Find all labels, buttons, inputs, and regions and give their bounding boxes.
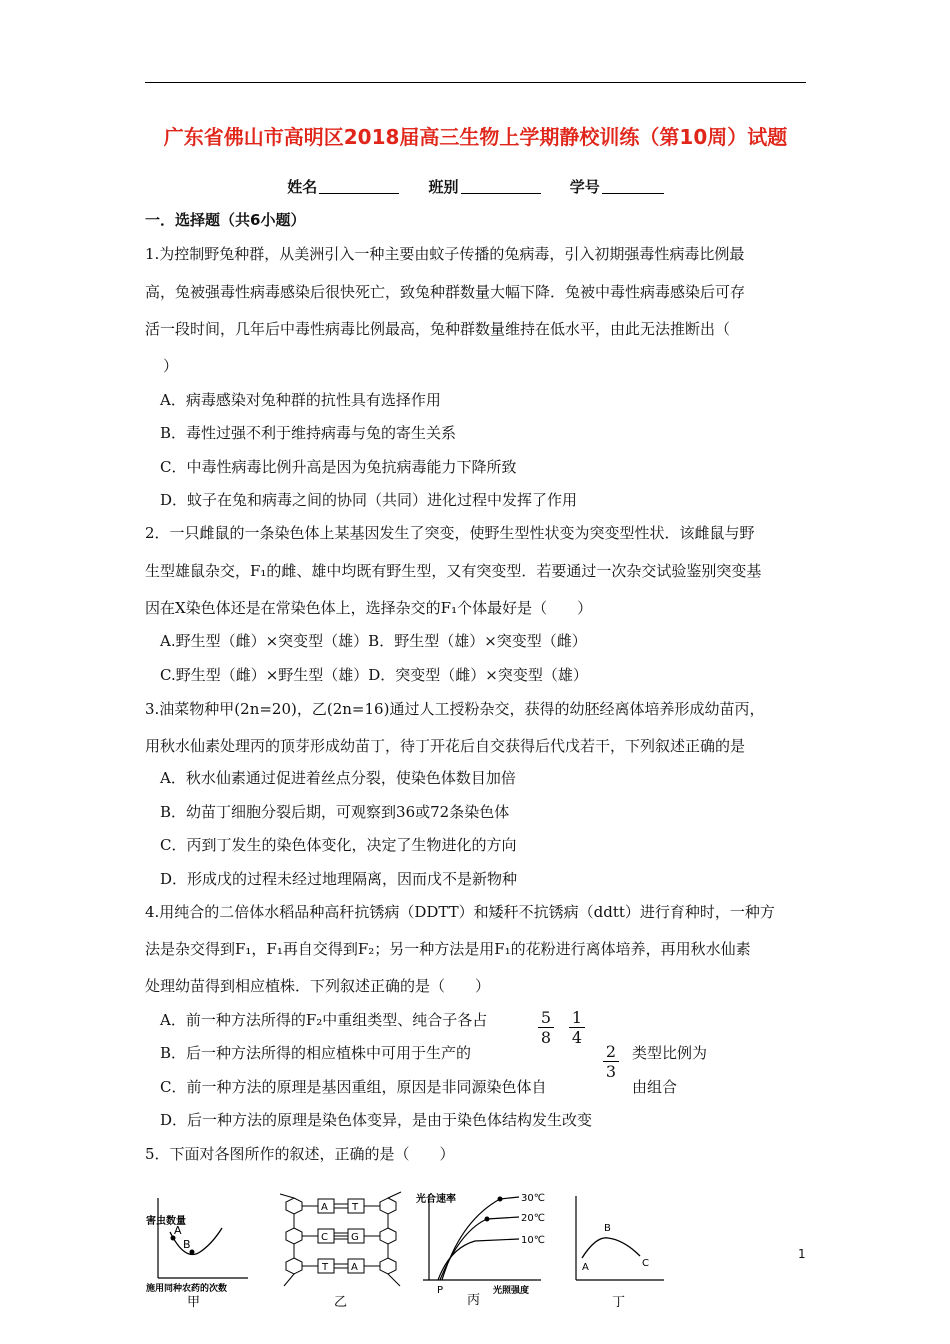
yi-base: A: [351, 1262, 358, 1273]
class-field[interactable]: [428, 176, 540, 197]
header-rule: [145, 82, 806, 83]
jia-label-b: B: [183, 1238, 191, 1251]
yi-base: A: [321, 1202, 328, 1213]
q2-option-ab[interactable]: A.野生型（雌）×突变型（雄）B．野生型（雄）×突变型（雌）: [160, 632, 587, 650]
q4-stem-line: 处理幼苗得到相应植株．下列叙述正确的是（ ）: [145, 977, 491, 995]
figure-bing: [415, 1186, 560, 1306]
q4-stem-line: 4.用纯合的二倍体水稻品种高秆抗锈病（DDTT）和矮秆不抗锈病（ddtt）进行育种时，一种方: [145, 903, 775, 921]
figure-yi: [276, 1190, 411, 1310]
class-label: 班别: [428, 178, 459, 196]
yi-caption: 乙: [334, 1295, 348, 1310]
q4-option-c[interactable]: C．前一种方法的原理是基因重组，原因是非同源染色体自: [160, 1078, 547, 1096]
ding-label-c: C: [642, 1258, 649, 1269]
name-blank[interactable]: [319, 193, 399, 194]
q2-option-cd[interactable]: C.野生型（雌）×野生型（雄）D．突变型（雌）×突变型（雄）: [160, 666, 588, 684]
id-label: 学号: [569, 178, 600, 196]
id-blank[interactable]: [602, 193, 664, 194]
ding-curve: [582, 1238, 640, 1258]
bing-series-label: 20℃: [521, 1213, 545, 1224]
fraction-denominator: 8: [540, 1028, 552, 1047]
fraction-numerator: 1: [569, 1008, 585, 1028]
q1-stem-line: 1.为控制野兔种群，从美洲引入一种主要由蚊子传播的兔病毒，引入初期强毒性病毒比例最: [145, 245, 745, 263]
q1-stem-line: 活一段时间，几年后中毒性病毒比例最高，兔种群数量维持在低水平，由此无法推断出（: [145, 320, 731, 338]
jia-caption: 甲: [187, 1295, 201, 1310]
q4-option-b[interactable]: B．后一种方法所得的相应植株中可用于生产的: [160, 1044, 472, 1062]
page-title: 广东省佛山市高明区2018届高三生物上学期静校训练（第10周）试题: [163, 125, 788, 149]
bing-point: [485, 1217, 490, 1222]
bing-origin-label: P: [437, 1285, 444, 1296]
fraction-1-4: [569, 1008, 585, 1047]
name-field[interactable]: [287, 176, 399, 197]
q1-option-a[interactable]: A．病毒感染对兔种群的抗性具有选择作用: [160, 391, 441, 409]
ding-caption: 丁: [612, 1295, 626, 1310]
yi-base: G: [351, 1232, 359, 1243]
q3-option-c[interactable]: C．丙到丁发生的染色体变化，决定了生物进化的方向: [160, 836, 517, 854]
bing-series-label: 10℃: [521, 1235, 545, 1246]
q3-stem-line: 用秋水仙素处理丙的顶芽形成幼苗丁，待丁开花后自交获得后代戊若干，下列叙述正确的是: [145, 737, 746, 755]
jia-ylabel: 害虫数量: [146, 1216, 186, 1227]
q1-option-c[interactable]: C．中毒性病毒比例升高是因为兔抗病毒能力下降所致: [160, 458, 517, 476]
q1-stem-line: ）: [163, 357, 179, 375]
fraction-numerator: 2: [603, 1042, 619, 1062]
q2-stem-line: 因在X染色体还是在常染色体上，选择杂交的F₁个体最好是（ ）: [145, 599, 593, 617]
bing-xlabel: 光照强度: [493, 1286, 530, 1296]
fraction-denominator: 4: [571, 1028, 583, 1047]
bing-point: [498, 1197, 503, 1202]
section-heading: 一．选择题（共6小题）: [145, 211, 306, 229]
q5-stem: 5．下面对各图所作的叙述，正确的是（ ）: [145, 1145, 455, 1163]
q1-option-b[interactable]: B．毒性过强不利于维持病毒与兔的寄生关系: [160, 424, 457, 442]
q3-stem-line: 3.油菜物种甲(2n=20)，乙(2n=16)通过人工授粉杂交，获得的幼胚经离体培养形成幼苗丙，: [145, 700, 765, 718]
fraction-numerator: 5: [538, 1008, 554, 1028]
fraction-denominator: 3: [605, 1062, 617, 1081]
q2-stem-line: 生型雄鼠杂交，F₁的雌、雄中均既有野生型，又有突变型．若要通过一次杂交试验鉴别突变基: [145, 562, 762, 580]
q1-stem-line: 高，兔被强毒性病毒感染后很快死亡，致兔种群数量大幅下降．兔被中毒性病毒感染后可存: [145, 283, 746, 301]
yi-base: T: [322, 1262, 329, 1273]
ding-label-a: A: [582, 1262, 589, 1273]
yi-base: C: [321, 1232, 328, 1243]
q4-option-a[interactable]: A．前一种方法所得的F₂中重组类型、纯合子各占: [160, 1011, 488, 1029]
page-number: 1: [798, 1247, 806, 1261]
q2-stem-line: 2．一只雌鼠的一条染色体上某基因发生了突变，使野生型性状变为突变型性状．该雌鼠与野: [145, 524, 755, 542]
name-label: 姓名: [287, 178, 318, 196]
q3-option-b[interactable]: B．幼苗丁细胞分裂后期，可观察到36或72条染色体: [160, 803, 510, 821]
q3-option-d[interactable]: D．形成戊的过程未经过地理隔离，因而戊不是新物种: [160, 870, 518, 888]
ding-label-b: B: [604, 1223, 611, 1234]
q4-option-c-tail: 由组合: [632, 1078, 678, 1096]
bing-ylabel: 光合速率: [416, 1194, 456, 1205]
yi-base: T: [352, 1202, 359, 1213]
student-info-row: [145, 176, 806, 197]
id-field[interactable]: [570, 176, 664, 197]
q4-option-b-tail: 类型比例为: [632, 1044, 708, 1062]
q4-option-d[interactable]: D．后一种方法的原理是染色体变异，是由于染色体结构发生改变: [160, 1111, 593, 1129]
fraction-5-8: [538, 1008, 554, 1047]
bing-curve-30: [442, 1197, 519, 1280]
figure-jia: [140, 1190, 270, 1310]
jia-xlabel: 施用同种农药的次数: [146, 1284, 228, 1294]
q4-stem-line: 法是杂交得到F₁，F₁再自交得到F₂；另一种方法是用F₁的花粉进行离体培养，再用秋水仙素: [145, 940, 751, 958]
q3-option-a[interactable]: A．秋水仙素通过促进着丝点分裂，使染色体数目加倍: [160, 769, 516, 787]
bing-curve-20: [440, 1217, 519, 1280]
figure-ding: [566, 1188, 676, 1308]
q1-option-d[interactable]: D．蚊子在兔和病毒之间的协同（共同）进化过程中发挥了作用: [160, 491, 578, 509]
jia-label-a: A: [174, 1224, 182, 1237]
class-blank[interactable]: [461, 193, 541, 194]
fraction-2-3: [603, 1042, 619, 1081]
bing-caption: 丙: [467, 1293, 481, 1308]
bing-series-label: 30℃: [521, 1193, 545, 1204]
